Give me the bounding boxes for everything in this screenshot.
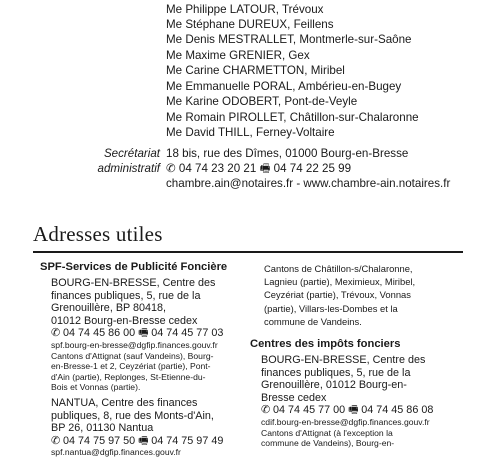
cantons-line: d'Ain (partie), Replonges, St-Etienne-du- [51,371,206,382]
address-line: Grenouillère, BP 80418, [51,302,167,315]
address-line: finances publiques, 5, rue de la [261,366,411,379]
cantons-line: en-Bresse-1 et 2, Ceyzériat (partie), Pont- [51,361,211,372]
cantons-line: commune de Vandeins. [264,315,362,327]
impots-heading: Centres des impôts fonciers [250,338,401,351]
address-line: finances publiques, 5, rue de la [51,289,201,302]
address-line: BP 26, 01130 Nantua [51,422,154,435]
board-member: Me Carine CHARMETTON, Miribel [166,64,345,77]
spf-bourg-block [40,277,260,458]
board-member: Me Philippe LATOUR, Trévoux [166,3,324,16]
phone-fax-line: ✆ 04 74 75 97 50 🖷 04 74 75 97 49 [51,434,224,447]
chatillon-cantons [250,260,465,328]
email-link[interactable]: spf.bourg-en-bresse@dgfip.finances.gouv.fr [51,339,218,350]
secretariat-role-line: administratif [97,162,160,175]
email-link[interactable]: cdif.bourg-en-bresse@dgfip.finances.gouv.fr [261,416,430,427]
address-line: NANTUA, Centre des finances [51,396,198,409]
left-column [40,260,260,458]
address-line: BOURG-EN-BRESSE, Centre des [261,354,426,367]
secretariat-role-line: Secrétariat [103,147,160,160]
address-line: publiques, 8, rue des Monts-d'Ain, [51,409,214,422]
address-line: BOURG-EN-BRESSE, Centre des [51,277,216,289]
cantons-line: Cantons d'Attignat (à l'exception la [261,427,393,438]
secretariat-phones: ✆ 04 74 23 20 21 🖷 04 74 22 25 99 [166,162,352,175]
board-member: Me Romain PIROLLET, Châtillon-sur-Chalaronne [166,111,419,124]
spf-heading: SPF-Services de Publicité Foncière [40,261,228,273]
address-line: Grenouillère, 01012 Bourg-en- [261,379,407,392]
address-line: Bresse cedex [261,391,327,404]
address-line: 01012 Bourg-en-Bresse cedex [51,314,198,327]
cantons-line: Ceyzériat (partie), Trévoux, Vonnas [264,289,411,301]
cantons-line: Lagnieu (partie), Meximieux, Miribel, [264,276,416,288]
impots-bourg-block [250,354,465,449]
secretariat-address: 18 bis, rue des Dîmes, 01000 Bourg-en-Bresse [166,147,409,160]
secretariat-details [166,146,450,191]
board-member: Me Maxime GRENIER, Gex [166,49,310,62]
secretariat-role [98,146,161,176]
section-divider [33,251,463,253]
right-column [250,260,465,449]
phone-fax-line: ✆ 04 74 45 77 00 🖷 04 74 45 86 08 [261,404,434,417]
email-link[interactable]: spf.nantua@dgfip.finances.gouv.fr [51,447,181,458]
cantons-line: Cantons de Châtillon-s/Chalaronne, [264,263,413,274]
section-title: Adresses utiles [33,222,163,246]
cantons-line: commune de Vandeins), Bourg-en- [261,438,395,449]
board-member: Me David THILL, Ferney-Voltaire [166,126,335,139]
cantons-line: (partie), Villars-les-Dombes et la [264,302,398,314]
board-member: Me Stéphane DUREUX, Feillens [166,18,334,31]
board-member: Me Emmanuelle PORAL, Ambérieu-en-Bugey [166,80,402,93]
board-member: Me Denis MESTRALLET, Montmerle-sur-Saône [166,33,412,46]
board-member: Me Karine ODOBERT, Pont-de-Veyle [166,95,358,108]
phone-fax-line: ✆ 04 74 45 86 00 🖷 04 74 45 77 03 [51,327,224,340]
cantons-line: Cantons d'Attignat (sauf Vandeins), Bourg- [51,350,214,361]
secretariat-contact[interactable]: chambre.ain@notaires.fr - www.chambre-ain.notaires.fr [166,177,451,190]
cantons-line: Bois et Vonnas (partie). [51,382,141,393]
